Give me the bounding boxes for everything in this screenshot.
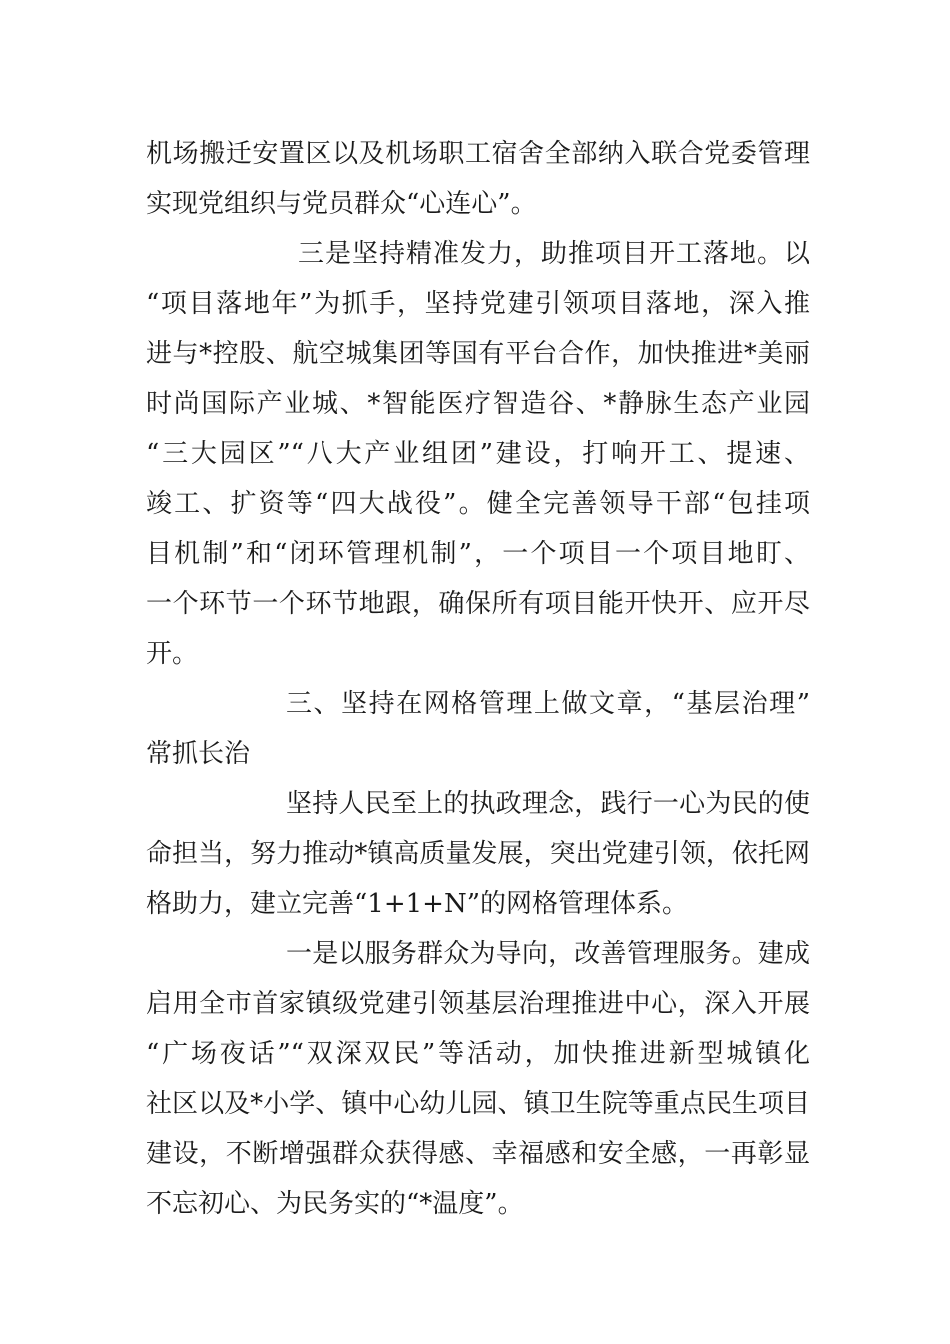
paragraph-line: 坚持人民至上的执政理念，践行一心为民的使 bbox=[286, 789, 810, 819]
paragraph-line: 一个环节一个环节地跟，确保所有项目能开快开、应开尽 bbox=[146, 589, 810, 619]
paragraph-line: 启用全市首家镇级党建引领基层治理推进中心，深入开展 bbox=[146, 989, 810, 1019]
paragraph-line: 进与*控股、航空城集团等国有平台合作，加快推进*美丽 bbox=[146, 339, 810, 369]
section-heading: 常抓长治 bbox=[146, 739, 251, 769]
paragraph-line: 三是坚持精准发力，助推项目开工落地。以 bbox=[298, 239, 810, 269]
paragraph-line: 时尚国际产业城、*智能医疗智造谷、*静脉生态产业园 bbox=[146, 389, 810, 419]
paragraph-line: 实现党组织与党员群众“心连心”。 bbox=[146, 189, 537, 219]
paragraph-line: “项目落地年”为抓手，坚持党建引领项目落地，深入推 bbox=[146, 289, 810, 319]
paragraph-line: 不忘初心、为民务实的“*温度”。 bbox=[146, 1189, 524, 1219]
paragraph-line: 竣工、扩资等“四大战役”。健全完善领导干部“包挂项 bbox=[146, 489, 810, 519]
paragraph-line: 建设，不断增强群众获得感、幸福感和安全感，一再彰显 bbox=[146, 1139, 810, 1169]
paragraph-line: 社区以及*小学、镇中心幼儿园、镇卫生院等重点民生项目 bbox=[146, 1089, 810, 1119]
paragraph-line: “广场夜话”“双深双民”等活动，加快推进新型城镇化 bbox=[146, 1039, 810, 1069]
paragraph-line: 机场搬迁安置区以及机场职工宿舍全部纳入联合党委管理 bbox=[146, 139, 810, 169]
paragraph-line: 格助力，建立完善“1+1+N”的网格管理体系。 bbox=[146, 889, 688, 919]
paragraph-line: 命担当，努力推动*镇高质量发展，突出党建引领，依托网 bbox=[146, 839, 810, 869]
paragraph-line: 开。 bbox=[146, 639, 199, 669]
paragraph-line: “三大园区”“八大产业组团”建设，打响开工、提速、 bbox=[146, 439, 810, 469]
paragraph-line: 一是以服务群众为导向，改善管理服务。建成 bbox=[286, 939, 810, 969]
section-heading: 三、坚持在网格管理上做文章，“基层治理” bbox=[286, 689, 810, 719]
paragraph-line: 目机制”和“闭环管理机制”，一个项目一个项目地盯、 bbox=[146, 539, 810, 569]
